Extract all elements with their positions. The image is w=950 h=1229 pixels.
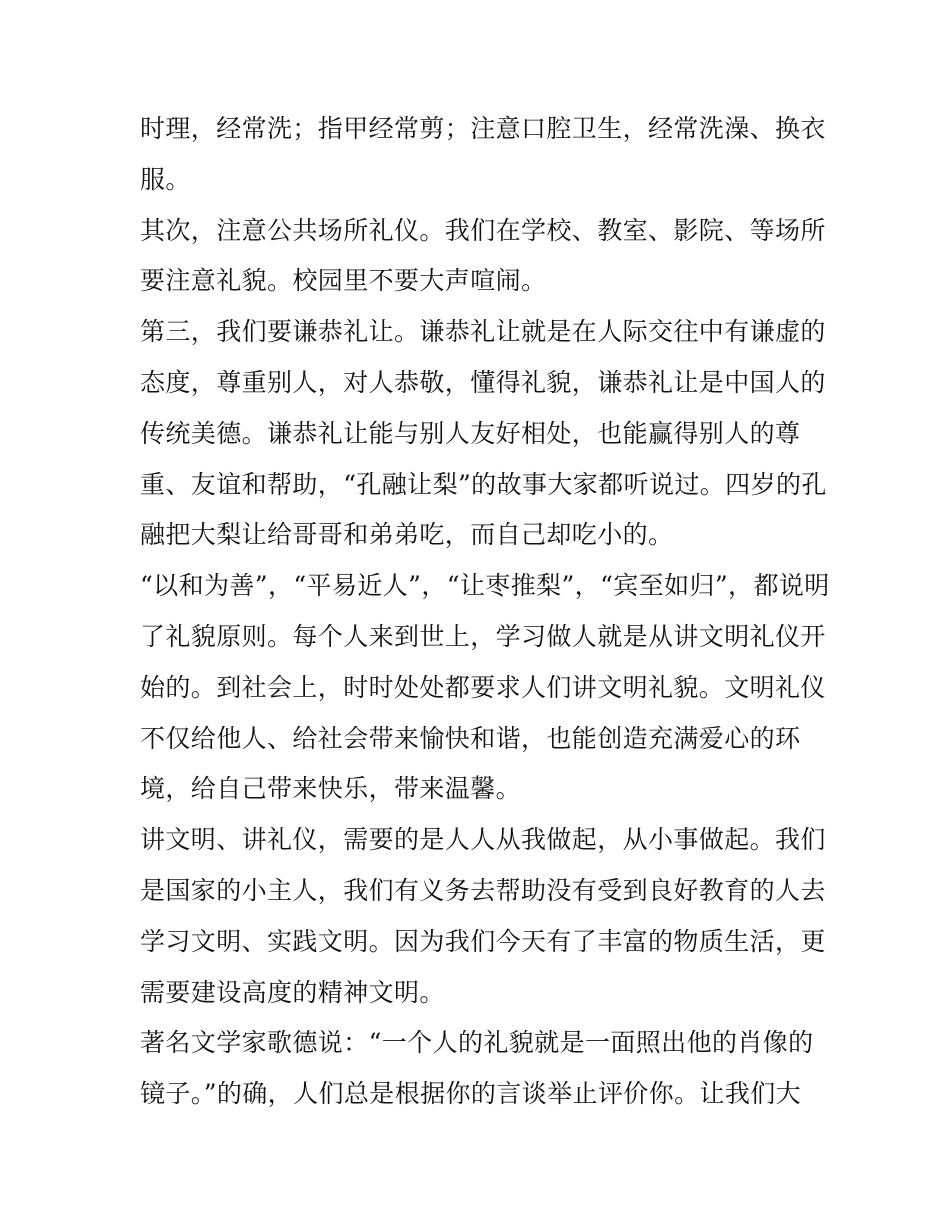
- text-line: “以和为善”，“平易近人”，“让枣推梨”，“宾至如归”，都说明: [140, 571, 830, 601]
- document-body-text: [140, 104, 830, 1120]
- text-line: 著名文学家歌德说：“一个人的礼貌就是一面照出他的肖像的: [140, 1028, 814, 1058]
- text-line: 需要建设高度的精神文明。: [140, 977, 445, 1007]
- text-line: 重、友谊和帮助，“孔融让梨”的故事大家都听说过。四岁的孔: [140, 469, 827, 499]
- text-line: 了礼貌原则。每个人来到世上，学习做人就是从讲文明礼仪开: [140, 621, 826, 651]
- text-line: 要注意礼貌。校园里不要大声喧闹。: [140, 266, 547, 296]
- text-line: 不仅给他人、给社会带来愉快和谐，也能创造充满爱心的环: [140, 723, 801, 753]
- text-line: 时理，经常洗；指甲经常剪；注意口腔卫生，经常洗澡、换衣: [140, 114, 826, 143]
- text-line: 始的。到社会上，时时处处都要求人们讲文明礼貌。文明礼仪: [140, 672, 826, 702]
- text-line: 服。: [140, 164, 191, 194]
- text-line: 其次，注意公共场所礼仪。我们在学校、教室、影院、等场所: [140, 215, 826, 245]
- text-line: 态度，尊重别人，对人恭敬，懂得礼貌，谦恭礼让是中国人的: [140, 367, 826, 397]
- text-line: 传统美德。谦恭礼让能与别人友好相处，也能赢得别人的尊: [140, 418, 801, 448]
- text-line: 学习文明、实践文明。因为我们今天有了丰富的物质生活，更: [140, 926, 826, 956]
- text-line: 融把大梨让给哥哥和弟弟吃，而自己却吃小的。: [140, 520, 674, 550]
- text-line: 镜子。”的确，人们总是根据你的言谈举止评价你。让我们大: [140, 1079, 802, 1109]
- text-line: 境，给自己带来快乐，带来温馨。: [140, 774, 522, 804]
- text-line: 第三，我们要谦恭礼让。谦恭礼让就是在人际交往中有谦虚的: [140, 317, 826, 347]
- text-line: 是国家的小主人，我们有义务去帮助没有受到良好教育的人去: [140, 875, 826, 905]
- text-line: 讲文明、讲礼仪，需要的是人人从我做起，从小事做起。我们: [140, 825, 826, 855]
